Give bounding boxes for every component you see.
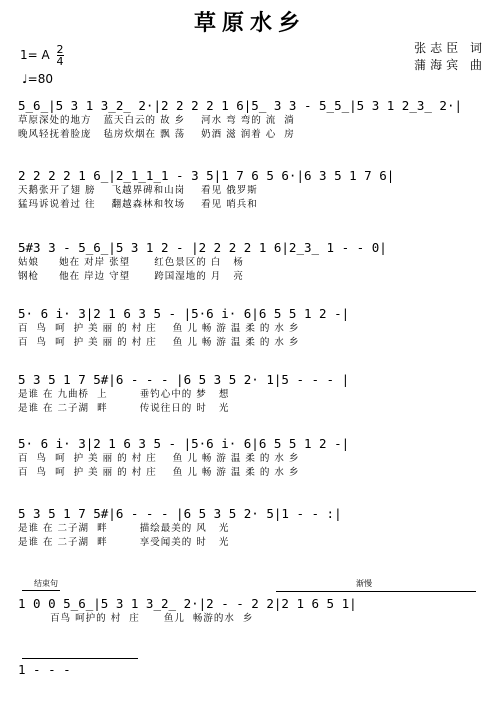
final-tie-line (22, 658, 138, 659)
credits (414, 40, 486, 74)
notation-line: 2 2 2 2 1 6̲|2̲1̲1̲1 - 3 5|1 7 6 5 6·|6 3 5 1 7 6| (18, 168, 395, 183)
song-title: 草原水乡 (193, 10, 306, 36)
lyric-verse-2: 百 鸟 呵 护 美 丽 的 村 庄 鱼 儿 畅 游 温 柔 的 水 乡 (18, 467, 300, 478)
ritardando-marking: 渐慢 (356, 579, 372, 588)
time-denominator: 4 (56, 55, 64, 68)
lyric-verse-1: 姑娘 她在 对岸 张望 红色景区的 白 杨 (18, 257, 244, 268)
lyric-verse-1: 天鹅张开了翅 膀 飞越界碑和山岗 看见 俄罗斯 (18, 185, 258, 196)
notation-line: 1 - - - (18, 662, 71, 677)
ending-marking: 结束句 (34, 579, 58, 588)
score-system-4 (18, 306, 486, 350)
score-system-7 (18, 506, 486, 550)
lyricist-credit: 张志臣 词 (414, 41, 486, 55)
notation-line: 5#3 3 - 5̲6̲|5 3 1 2 - |2 2 2 2 1 6|2̲3̲ 1 - - 0| (18, 240, 387, 255)
tempo-marking: ♩=80 (22, 72, 53, 86)
score-system-9 (18, 662, 486, 678)
ritardando-line (276, 591, 476, 592)
score-system-5 (18, 372, 486, 416)
lyric-verse-1: 百鸟 呵护的 村 庄 鱼儿 畅游的水 乡 (18, 613, 254, 624)
lyric-verse-1: 是谁 在 二子湖 畔 描绘最美的 风 光 (18, 523, 230, 534)
key-signature (20, 44, 64, 67)
lyric-verse-2: 晚风轻抚着脸庞 毡房炊烟在 飘 荡 奶酒 滋 润着 心 房 (18, 129, 295, 140)
lyric-verse-1: 百 鸟 呵 护 美 丽 的 村 庄 鱼 儿 畅 游 温 柔 的 水 乡 (18, 453, 300, 464)
time-signature (57, 44, 64, 67)
notation-line: 5· 6 i· 3|2 1 6 3 5 - |5·6 i· 6|6 5 5 1 2 -| (18, 306, 350, 321)
lyric-verse-2: 是谁 在 二子湖 畔 享受闻美的 时 光 (18, 537, 230, 548)
lyric-verse-2: 猛玛诉说着过 往 翻越森林和牧场 看见 哨兵和 (18, 199, 258, 210)
score-system-2 (18, 168, 486, 212)
lyric-verse-1: 百 鸟 呵 护 美 丽 的 村 庄 鱼 儿 畅 游 温 柔 的 水 乡 (18, 323, 300, 334)
lyric-verse-1: 是谁 在 九曲桥 上 垂钓心中的 梦 想 (18, 389, 230, 400)
lyric-verse-2: 钢枪 他在 岸边 守望 跨国湿地的 月 亮 (18, 271, 244, 282)
composer-credit: 蒲海宾 曲 (414, 58, 486, 72)
key-label: 1= A (20, 48, 50, 62)
notation-line: 1 0 0 5̲6̲|5 3 1 3̲2̲ 2·|2 - - 2 2|2 1 6 5 1| (18, 596, 357, 611)
score-system-6 (18, 436, 486, 480)
notation-line: 5 3 5 1 7 5#|6 - - - |6 5 3 5 2· 1|5 - - - | (18, 372, 350, 387)
score-system-8 (18, 596, 486, 626)
lyric-verse-2: 百 鸟 呵 护 美 丽 的 村 庄 鱼 儿 畅 游 温 柔 的 水 乡 (18, 337, 300, 348)
time-numerator: 2 (56, 43, 64, 56)
notation-line: 5 3 5 1 7 5#|6 - - - |6 5 3 5 2· 5|1 - - :| (18, 506, 342, 521)
lyric-verse-1: 草原深处的地方 蓝天白云的 故 乡 河水 弯 弯的 流 淌 (18, 115, 295, 126)
notation-line: 5̲6̲|5 3 1 3̲2̲ 2·|2 2 2 2 1 6|5̲ 3 3 - 5̲5̲|5 3 1 2̲3̲ 2·| (18, 98, 463, 113)
score-system-3 (18, 240, 486, 284)
notation-line: 5· 6 i· 3|2 1 6 3 5 - |5·6 i· 6|6 5 5 1 2 -| (18, 436, 350, 451)
score-system-1 (18, 98, 486, 142)
lyric-verse-2: 是谁 在 二子湖 畔 传说往日的 时 光 (18, 403, 230, 414)
ending-bracket (22, 590, 60, 591)
